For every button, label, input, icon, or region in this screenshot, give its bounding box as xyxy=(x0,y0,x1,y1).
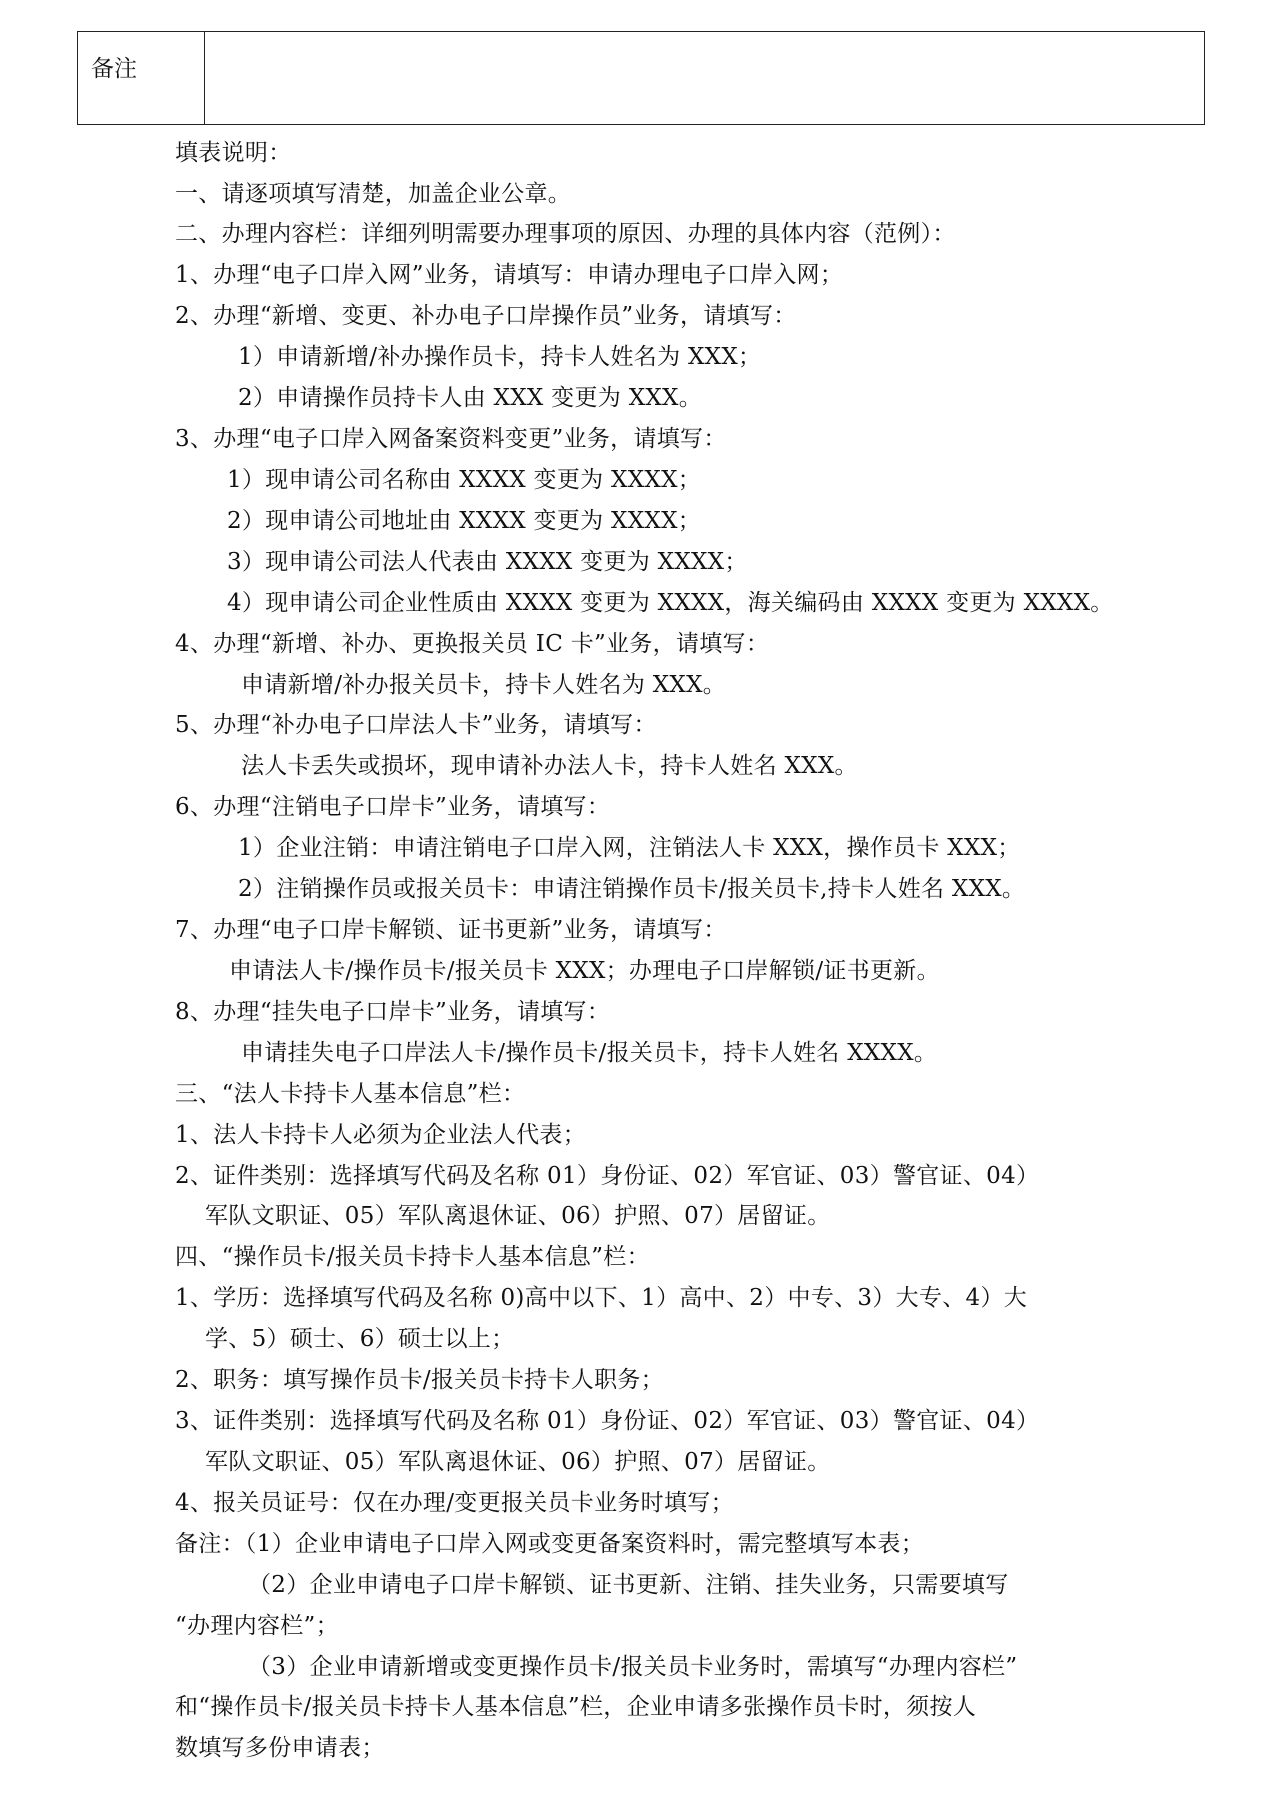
instruction-line: 1、学历：选择填写代码及名称 0)高中以下、1）高中、2）中专、3）大专、4）大 xyxy=(175,1285,1028,1311)
remark-label: 备注 xyxy=(78,32,205,125)
instruction-line: 二、办理内容栏：详细列明需要办理事项的原因、办理的具体内容（范例）： xyxy=(175,221,956,247)
instruction-line: （3）企业申请新增或变更操作员卡/报关员卡业务时，需填写“办理内容栏” xyxy=(248,1654,1018,1680)
instructions-title: 填表说明： xyxy=(175,140,292,166)
instruction-line: 申请法人卡/操作员卡/报关员卡 XXX；办理电子口岸解锁/证书更新。 xyxy=(229,958,940,984)
instruction-line: 学、5）硕士、6）硕士以上； xyxy=(205,1326,515,1352)
instruction-line: 3）现申请公司法人代表由 XXXX 变更为 XXXX； xyxy=(227,549,748,575)
instruction-line: 申请挂失电子口岸法人卡/操作员卡/报关员卡，持卡人姓名 XXXX。 xyxy=(241,1040,938,1066)
instruction-line: 2、职务：填写操作员卡/报关员卡持卡人职务； xyxy=(175,1367,664,1393)
instruction-line: 2）注销操作员或报关员卡：申请注销操作员卡/报关员卡,持卡人姓名 XXX。 xyxy=(238,876,1026,902)
instruction-line: 三、“法人卡持卡人基本信息”栏： xyxy=(175,1081,526,1107)
instruction-line: 2）现申请公司地址由 XXXX 变更为 XXXX； xyxy=(227,508,702,534)
instruction-line: 1）企业注销：申请注销电子口岸入网，注销法人卡 XXX，操作员卡 XXX； xyxy=(238,835,1021,861)
instruction-line: 5、办理“补办电子口岸法人卡”业务，请填写： xyxy=(175,712,657,738)
instruction-line: 申请新增/补办报关员卡，持卡人姓名为 XXX。 xyxy=(241,672,727,698)
instruction-line: 1、法人卡持卡人必须为企业法人代表； xyxy=(175,1122,587,1148)
instruction-line: 4、报关员证号：仅在办理/变更报关员卡业务时填写； xyxy=(175,1490,734,1516)
instruction-line: 1）现申请公司名称由 XXXX 变更为 XXXX； xyxy=(227,467,702,493)
instruction-line: 2）申请操作员持卡人由 XXX 变更为 XXX。 xyxy=(238,385,703,411)
instruction-line: 备注：（1）企业申请电子口岸入网或变更备案资料时，需完整填写本表； xyxy=(175,1531,925,1557)
instruction-line: 3、办理“电子口岸入网备案资料变更”业务，请填写： xyxy=(175,426,727,452)
instruction-line: 法人卡丢失或损坏，现申请补办法人卡，持卡人姓名 XXX。 xyxy=(241,753,858,779)
instruction-line: 8、办理“挂失电子口岸卡”业务，请填写： xyxy=(175,999,611,1025)
instruction-line: 4、办理“新增、补办、更换报关员 IC 卡”业务，请填写： xyxy=(175,631,770,657)
instruction-line: 6、办理“注销电子口岸卡”业务，请填写： xyxy=(175,794,611,820)
instruction-line: 1）申请新增/补办操作员卡，持卡人姓名为 XXX； xyxy=(238,344,762,370)
instruction-line: 2、办理“新增、变更、补办电子口岸操作员”业务，请填写： xyxy=(175,303,797,329)
instruction-line: 7、办理“电子口岸卡解锁、证书更新”业务，请填写： xyxy=(175,917,727,943)
instruction-line: 四、“操作员卡/报关员卡持卡人基本信息”栏： xyxy=(175,1244,650,1270)
instruction-line: 3、证件类别：选择填写代码及名称 01）身份证、02）军官证、03）警官证、04） xyxy=(175,1408,1040,1434)
instruction-line: “办理内容栏”； xyxy=(175,1613,339,1639)
instruction-line: 1、办理“电子口岸入网”业务，请填写：申请办理电子口岸入网； xyxy=(175,262,844,288)
instruction-line: 4）现申请公司企业性质由 XXXX 变更为 XXXX，海关编码由 XXXX 变更为 XXXX。 xyxy=(227,590,1114,616)
instruction-line: 数填写多份申请表； xyxy=(175,1735,385,1761)
instruction-line: 军队文职证、05）军队离退休证、06）护照、07）居留证。 xyxy=(205,1449,831,1475)
instruction-line: 一、请逐项填写清楚，加盖企业公章。 xyxy=(175,181,572,207)
remark-value-cell[interactable] xyxy=(205,32,1205,125)
remark-table xyxy=(77,31,1205,125)
instruction-line: （2）企业申请电子口岸卡解锁、证书更新、注销、挂失业务，只需要填写 xyxy=(248,1572,1009,1598)
instruction-line: 2、证件类别：选择填写代码及名称 01）身份证、02）军官证、03）警官证、04） xyxy=(175,1163,1040,1189)
instruction-line: 和“操作员卡/报关员卡持卡人基本信息”栏，企业申请多张操作员卡时，须按人 xyxy=(175,1694,977,1720)
instruction-line: 军队文职证、05）军队离退休证、06）护照、07）居留证。 xyxy=(205,1203,831,1229)
